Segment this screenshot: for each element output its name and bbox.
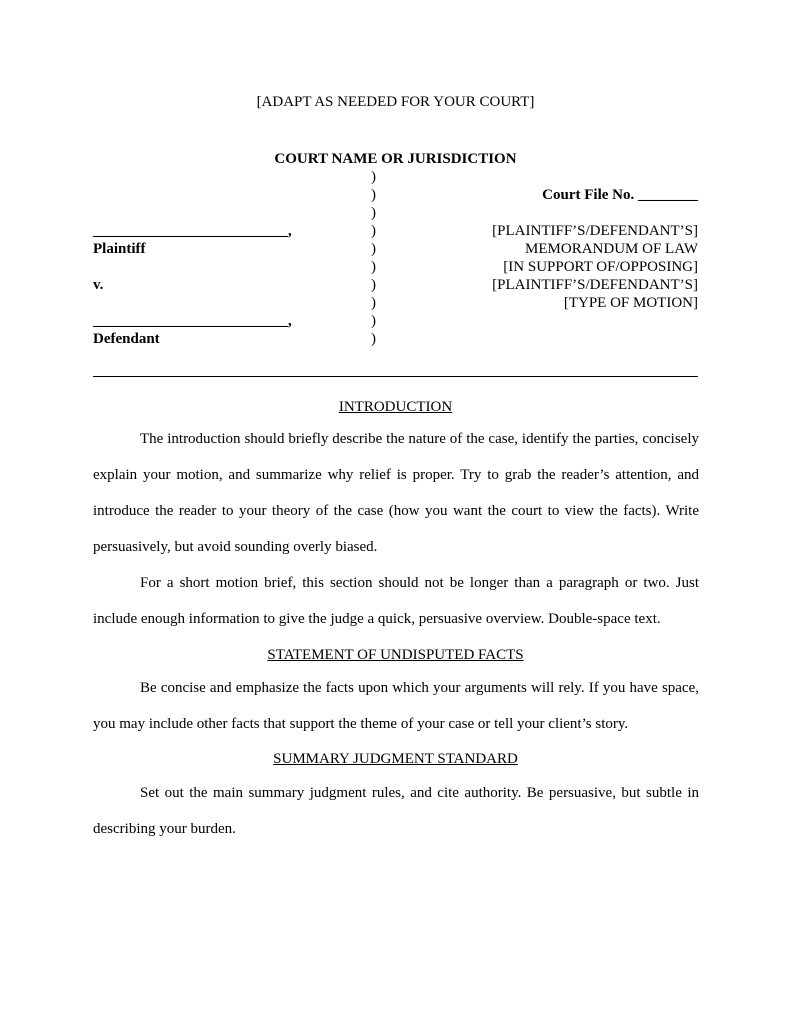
defendant-blank: __________________________, xyxy=(93,313,292,329)
document-title-line: [PLAINTIFF’S/DEFENDANT’S] xyxy=(492,277,698,293)
paren: ) xyxy=(371,241,376,257)
introduction-body xyxy=(93,421,699,637)
court-file-number: Court File No. ________ xyxy=(542,187,698,203)
plaintiff-label: Plaintiff xyxy=(93,241,146,257)
facts-paragraph-1: Be concise and emphasize the facts upon which your arguments will rely. If you have space, you may include other facts that support the theme of your case or tell your client’s story. xyxy=(93,680,699,732)
paren: ) xyxy=(371,187,376,203)
standard-body xyxy=(93,775,699,847)
paren: ) xyxy=(371,205,376,221)
document-title-line: [IN SUPPORT OF/OPPOSING] xyxy=(503,259,698,275)
paren: ) xyxy=(371,295,376,311)
paren: ) xyxy=(371,223,376,239)
versus-label: v. xyxy=(93,277,104,293)
paren: ) xyxy=(371,259,376,275)
plaintiff-blank: __________________________, xyxy=(93,223,292,239)
facts-body xyxy=(93,670,699,742)
standard-heading: SUMMARY JUDGMENT STANDARD xyxy=(273,751,518,767)
court-name: COURT NAME OR JURISDICTION xyxy=(274,151,517,167)
facts-heading: STATEMENT OF UNDISPUTED FACTS xyxy=(267,647,524,663)
defendant-label: Defendant xyxy=(93,331,160,347)
document-title-line: MEMORANDUM OF LAW xyxy=(525,241,698,257)
introduction-paragraph-2: For a short motion brief, this section should not be longer than a paragraph or two. Just include enough information to give the judge a quick, persuasive overview. Double-space text. xyxy=(93,575,699,627)
adapt-note: [ADAPT AS NEEDED FOR YOUR COURT] xyxy=(256,94,535,110)
introduction-paragraph-1: The introduction should briefly describe the nature of the case, identify the parties, concisely explain your motion, and summarize why relief is proper. Try to grab the reader’s attention, and introduce the reader to your theory of the case (how you want the court to view the facts). Write persuasively, but avoid sounding overly biased. xyxy=(93,431,699,555)
document-title-line: [PLAINTIFF’S/DEFENDANT’S] xyxy=(492,223,698,239)
introduction-heading: INTRODUCTION xyxy=(338,399,453,415)
paren: ) xyxy=(371,331,376,347)
standard-paragraph-1: Set out the main summary judgment rules, and cite authority. Be persuasive, but subtle in describing your burden. xyxy=(93,785,699,837)
paren: ) xyxy=(371,277,376,293)
caption-divider xyxy=(93,376,698,377)
paren: ) xyxy=(371,313,376,329)
document-title-line: [TYPE OF MOTION] xyxy=(563,295,698,311)
paren: ) xyxy=(371,169,376,185)
